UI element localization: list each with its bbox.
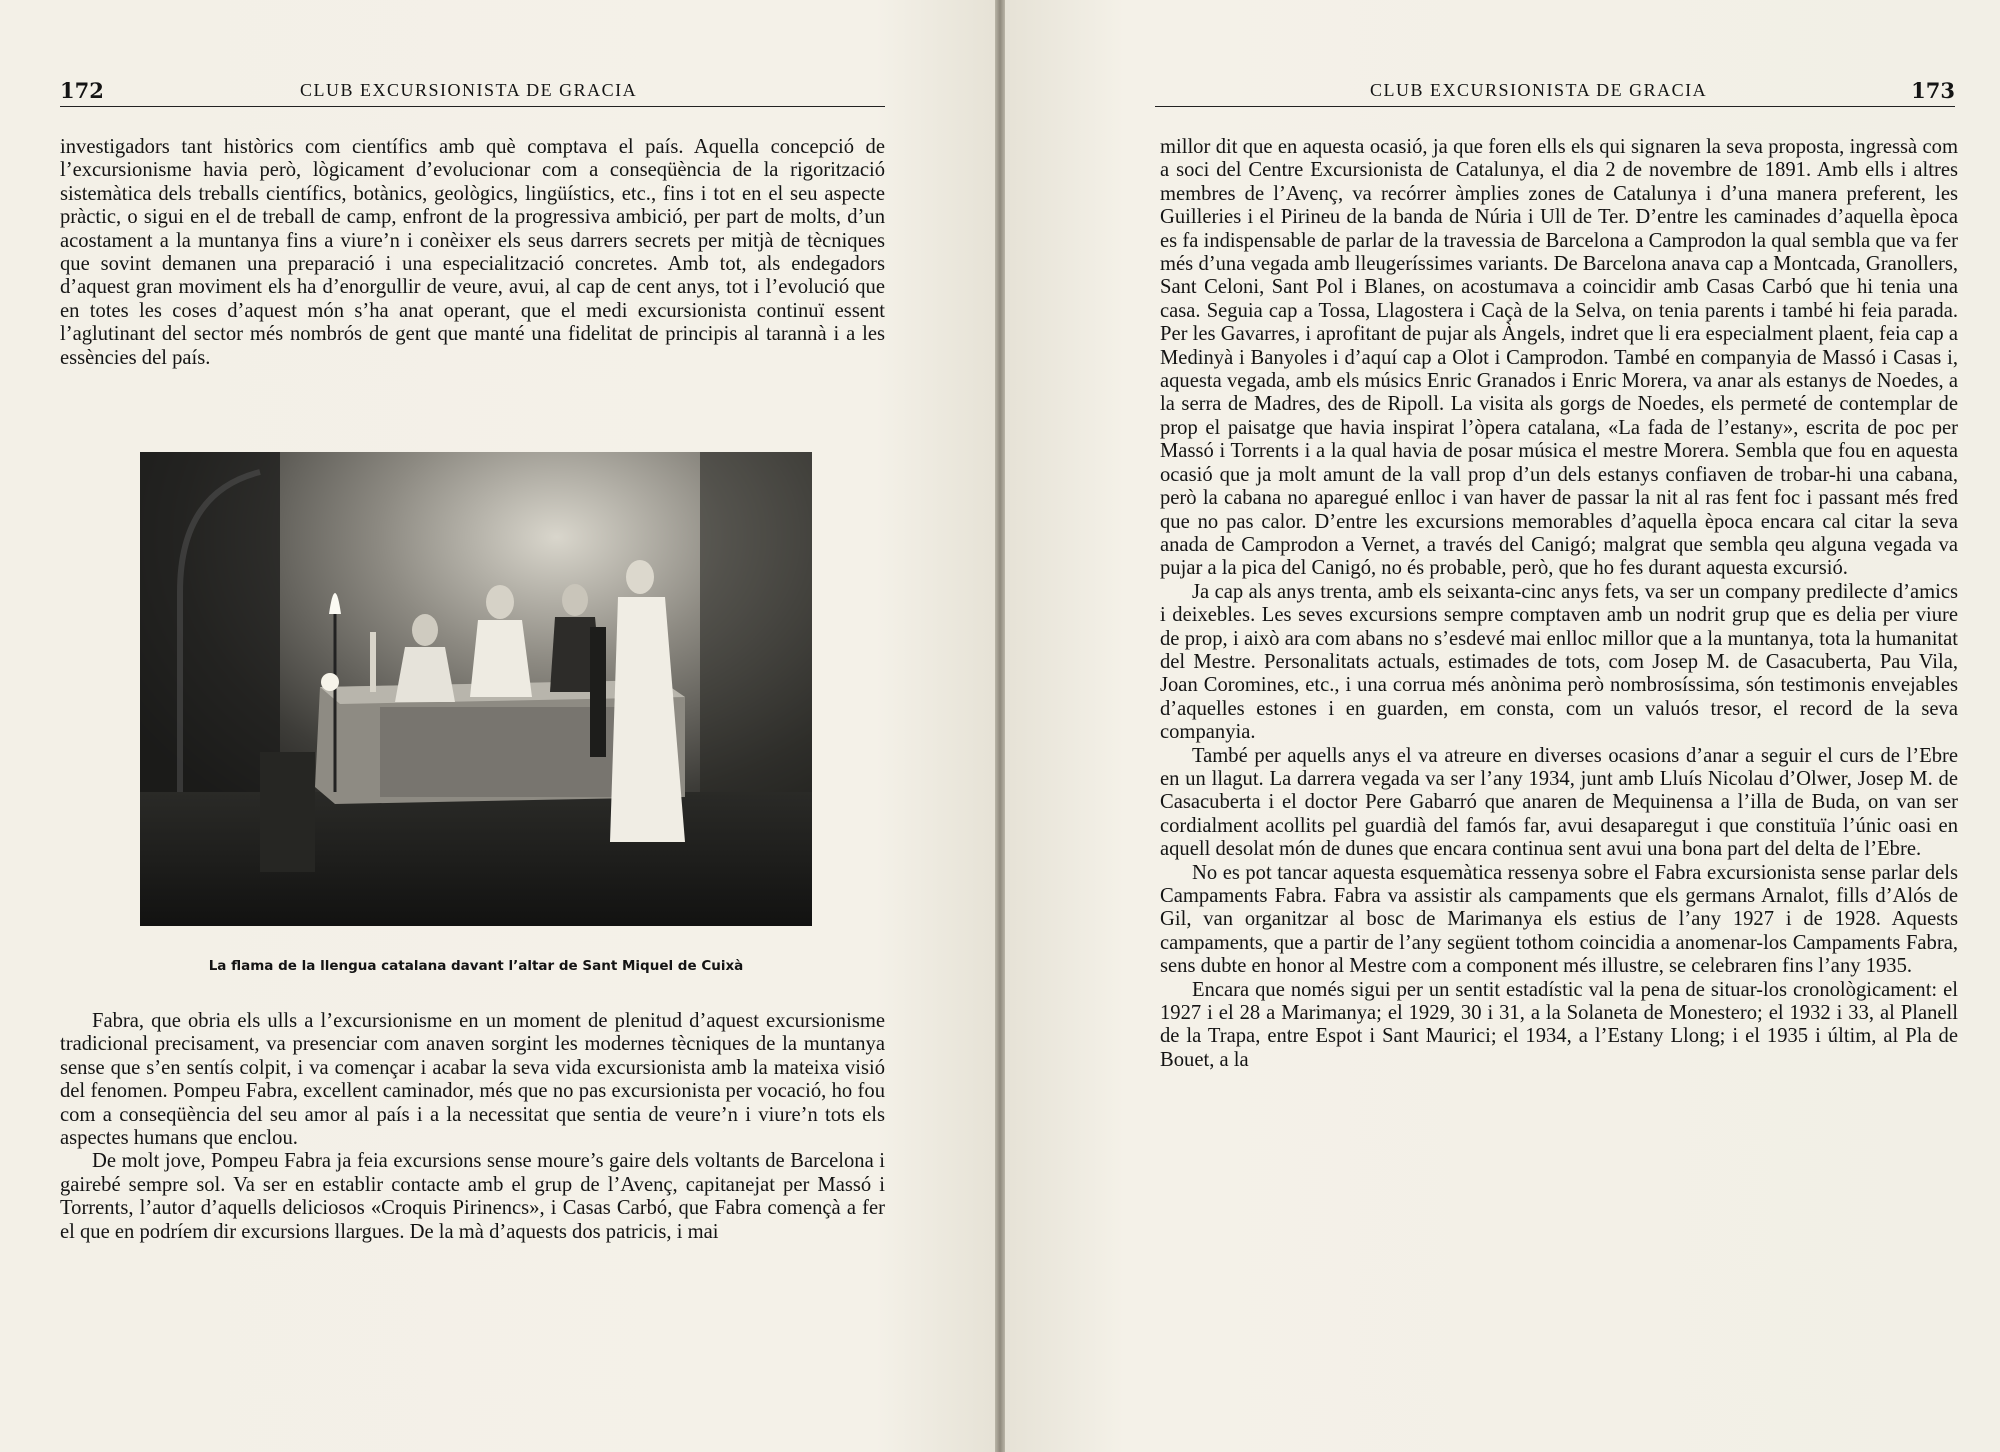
paragraph: Ja cap als anys trenta, amb els seixanta-cinc anys fets, va ser un company predilecte d’amics i deixebles. Les seves excursions sempre comptaven amb un nodrit grup que es delia per viure de prop, i això ara com abans no s’esdevé mai enlloc millor que a la muntanya, tota la humanitat del Mestre. Personalitats actuals, estimades de tots, com Josep M. de Casacuberta, Pau Vila, Joan Coromines, etc., i una corrua més anònima però nombrosíssima, són testimonis envejables d’aquelles estones i en guarden, em consta, com un valuós tresor, el record de la seva companyia.	[1160, 580, 1958, 744]
paragraph: També per aquells anys el va atreure en diverses ocasions d’anar a seguir el curs de l’Ebre en un llagut. La darrera vegada va ser l’any 1934, junt amb Lluís Nicolau d’Olwer, Josep M. de Casacuberta i el doctor Pere Gabarró que anaren de Mequinensa a l’illa de Buda, on van ser cordialment acollits pel guardià del famós far, avui desaparegut i que constituïa l’únic oasi en aquell desolat món de dunes que encara continua sent avui una bona part del delta de l’Ebre.	[1160, 744, 1958, 861]
photo-caption: La flama de la llengua catalana davant l’altar de Sant Miquel de Cuixà	[208, 958, 744, 974]
right-running-head: CLUB EXCURSIONISTA DE GRACIA	[1370, 80, 1708, 100]
paragraph: De molt jove, Pompeu Fabra ja feia excursions sense moure’s gaire dels voltants de Barcelona i gairebé sempre sol. Va ser en establir contacte amb el grup de l’Avenç, capitanejat per Massó i Torrents, l’autor d’aquells deliciosos «Croquis Pirinencs», i Casas Carbó, que Fabra començà a fer el que en podríem dir excursions llargues. De la mà d’aquests dos patricis, i mai	[60, 1150, 885, 1243]
book-gutter	[995, 0, 1005, 1452]
right-text	[1160, 136, 1958, 1072]
left-page-number: 172	[60, 78, 104, 103]
right-page	[1005, 0, 2000, 1452]
paragraph: Encara que només sigui per un sentit estadístic val la pena de situar-los cronològicament: el 1927 i el 28 a Marimanya; el 1929, 30 i 31, a la Solaneta de Monestero; el 1932 i 33, al Planell de la Trapa, entre Espot i Sant Maurici; el 1934, a l’Estany Llong; i el 1935 i últim, al Pla de Bouet, a la	[1160, 978, 1958, 1071]
left-page	[0, 0, 995, 1452]
left-page-header	[60, 80, 885, 107]
paragraph: Fabra, que obria els ulls a l’excursionisme en un moment de plenitud d’aquest excursionisme tradicional precisament, va presenciar com anaven sorgint les modernes tècniques de la muntanya sense que s’en sentís colpit, i va començar i acabar la seva vida excursionista amb la mateixa visió del fenomen. Pompeu Fabra, excellent caminador, més que no pas excursionista per vocació, ho fou com a conseqüència del seu amor al país i a la necessitat que sentia de veure’n i viure’n tots els aspectes humans que enclou.	[60, 1010, 885, 1150]
left-text-bottom	[60, 1010, 885, 1244]
left-text-top	[60, 136, 885, 370]
paragraph: No es pot tancar aquesta esquemàtica ressenya sobre el Fabra excursionista sense parlar dels Campaments Fabra. Fabra va assistir als campaments que els germans Arnalot, fills d’Alós de Gil, van organitzar al bosc de Marimanya els estius de l’any 1927 i de 1928. Aquests campaments, que a partir de l’any següent tothom coincidia a anomenar-los Campaments Fabra, sens dubte en honor al Mestre com a component més illustre, se celebraren fins l’any 1935.	[1160, 861, 1958, 978]
left-running-head: CLUB EXCURSIONISTA DE GRACIA	[300, 80, 638, 100]
altar-photograph	[140, 452, 812, 926]
paragraph: investigadors tant històrics com científics amb què comptava el país. Aquella concepció de l’excursionisme havia però, lògicament d’evolucionar com a conseqüència de la rigorització sistemàtica dels treballs científics, botànics, geològics, lingüístics, etc., fins i tot en el seu aspecte pràctic, o sigui en el de treball de camp, enfront de la progressiva ambició, per part de molts, d’un acostament a la muntanya fins a viure’n i conèixer els seus darrers secrets per mitjà de tècniques que sovint demanen una preparació i una especialització concretes. Amb tot, als endegadors d’aquest gran moviment els ha d’enorgullir de veure, avui, al cap de cent anys, tot i l’evolució que en totes les coses d’aquest món s’ha anat operant, que el medi excursionista continuï essent l’aglutinant del sector més nombrós de gent que manté una fidelitat de principis al tarannà i a les essències del país.	[60, 136, 885, 369]
right-page-header	[1155, 80, 1955, 107]
paragraph: millor dit que en aquesta ocasió, ja que foren ells els qui signaren la seva proposta, ingressà com a soci del Centre Excursionista de Catalunya, el dia 2 de novembre de 1891. Amb ells i altres membres de l’Avenç, va recórrer àmplies zones de Catalunya i d’una manera preferent, les Guilleries i el Pirineu de la banda de Núria i Ull de Ter. D’entre les caminades d’aquella època es fa indispensable de parlar de la travessia de Barcelona a Camprodon la qual sembla que va fer més d’una vegada amb lleugeríssimes variants. De Barcelona anava cap a Montcada, Granollers, Sant Celoni, Sant Pol i Blanes, on acostumava a coincidir amb Casas Carbó que hi tenia una casa. Seguia cap a Tossa, Llagostera i Caçà de la Selva, on tenia parents i també hi feia parada. Per les Gavarres, i aprofitant de pujar als Àngels, indret que li era especialment plaent, feia cap a Medinyà i Banyoles i d’aquí cap a Olot i Camprodon. També en companyia de Massó i Casas i, aquesta vegada, amb els músics Enric Granados i Enric Morera, va anar als estanys de Noedes, a la serra de Madres, des de Ripoll. La visita als gorgs de Noedes, els permeté de contemplar de prop el paisatge que havia inspirat l’òpera catalana, «La fada de l’estany», escrita de poc per Massó i Torrents i a la qual havia de posar música el mestre Morera. Sembla que fou en aquesta ocasió que ja molt amunt de la vall prop d’un dels estanys confiaven de trobar-hi una cabana, però la cabana no aparegué enlloc i van haver de passar la nit al ras fent foc i passant més fred que no pas calor. D’entre les excursions memorables d’aquella època encara cal citar la seva anada de Camprodon a Vernet, a través del Canigó; malgrat que sembla qeu alguna vegada va pujar a la pica del Canigó, no és probable, però, que ho fes durant aquesta excursió.	[1160, 136, 1958, 580]
right-page-number: 173	[1911, 78, 1955, 103]
